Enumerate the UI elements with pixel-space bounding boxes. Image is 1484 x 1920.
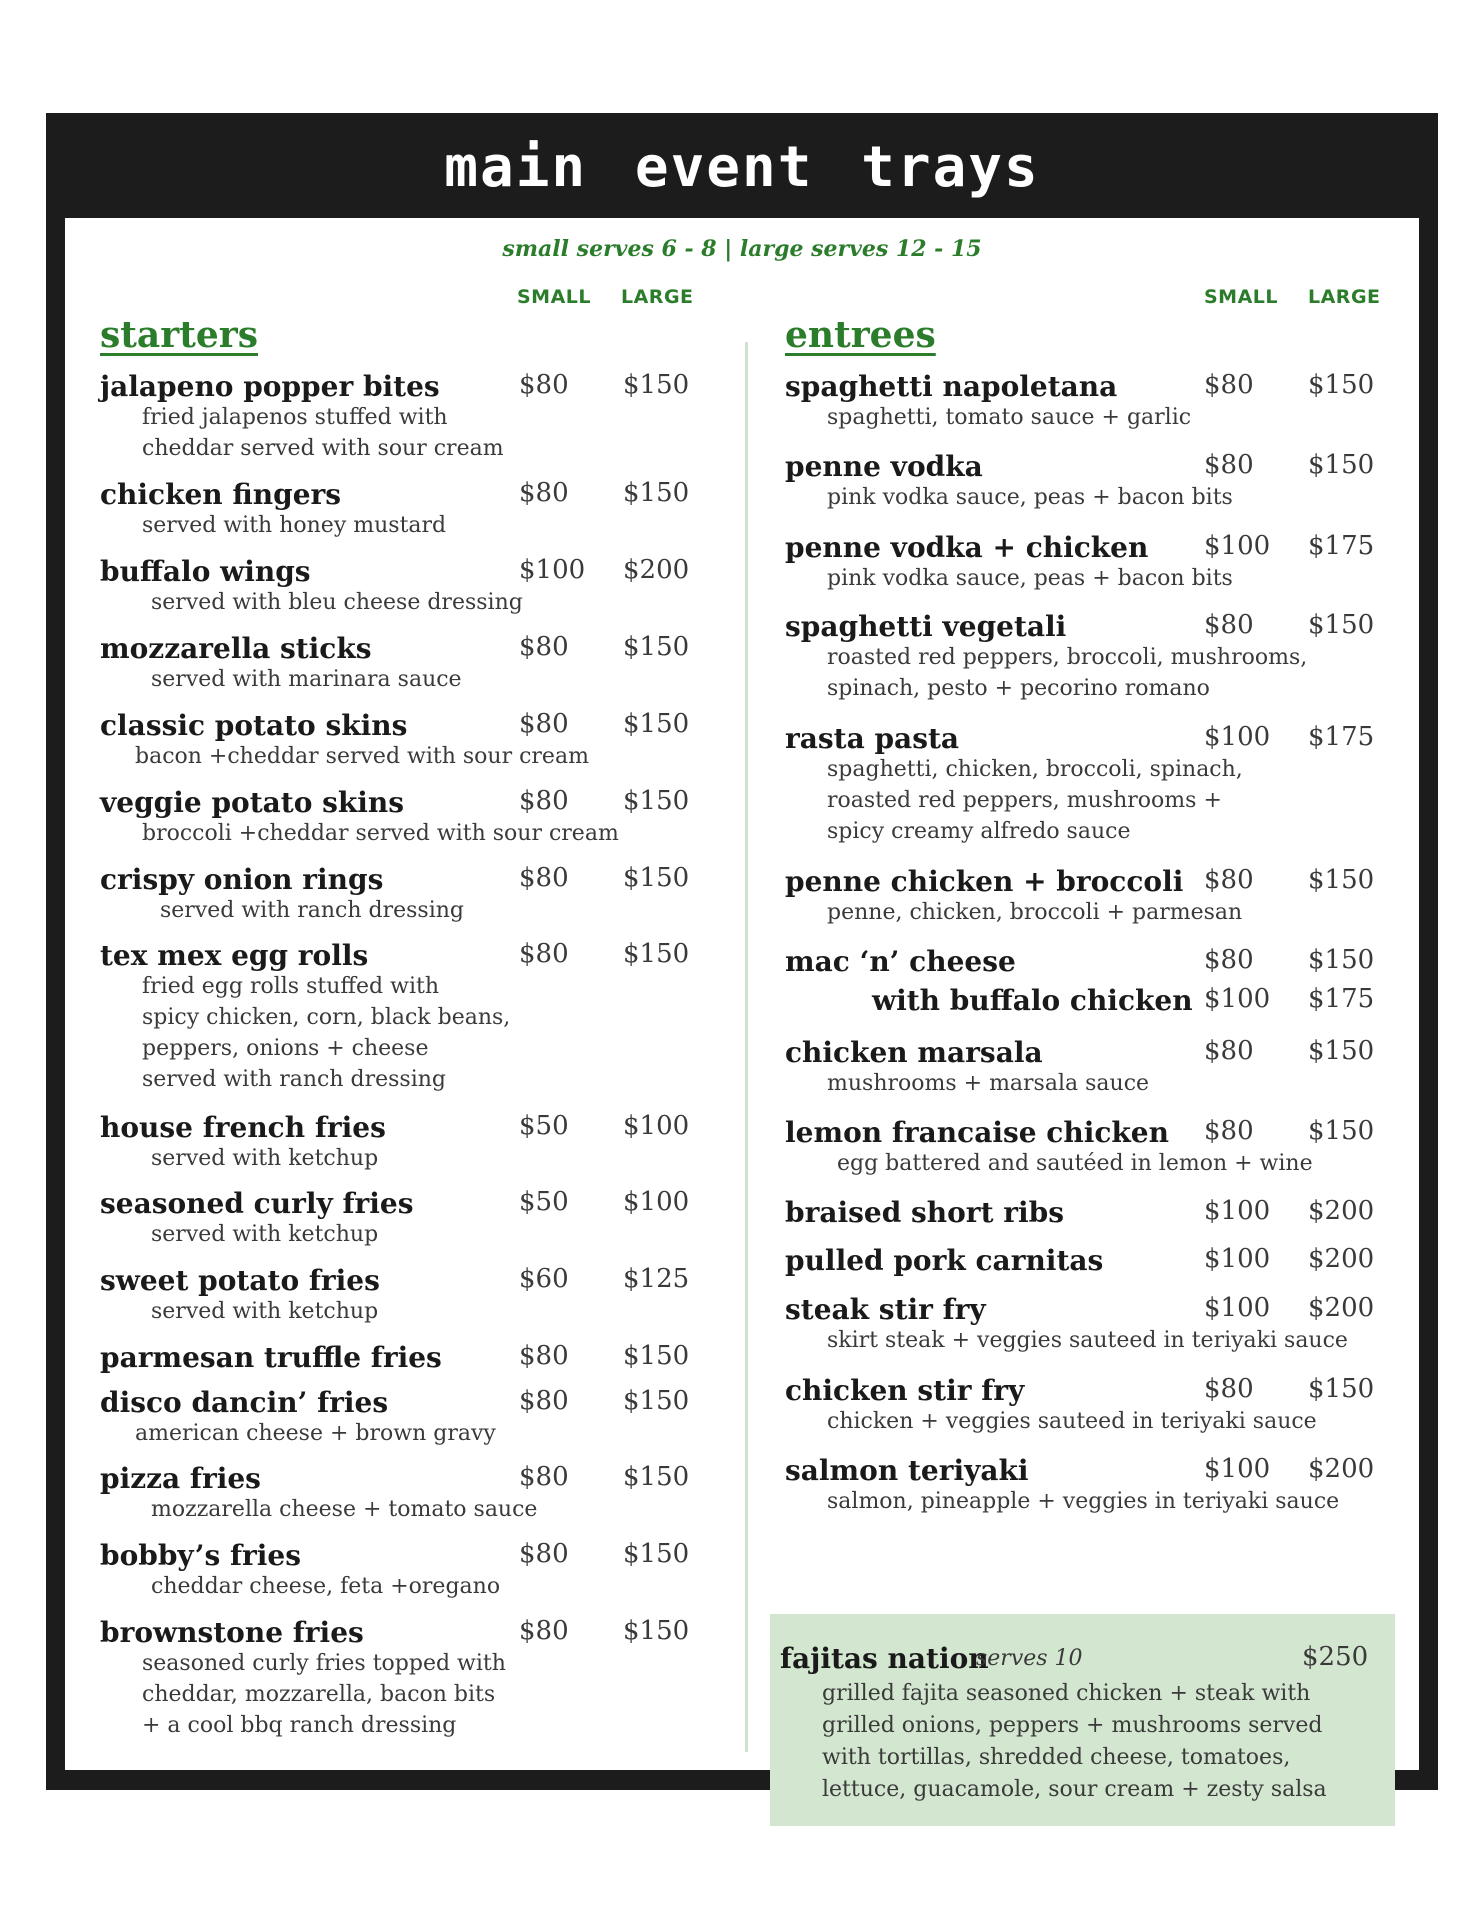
price-large: $150 [623,478,690,508]
price-large: $125 [623,1264,690,1294]
item-name: tex mex egg rolls [100,939,369,972]
price-large: $150 [623,786,690,816]
item-name: chicken stir fry [785,1374,1025,1407]
item-name: lemon francaise chicken [785,1116,1169,1149]
description-line: mozzarella cheese + tomato sauce [151,1497,538,1522]
price-small: $80 [519,709,569,739]
description-line: cheddar served with sour cream [142,436,504,461]
item-description [151,1219,378,1250]
item-name: spaghetti napoletana [785,370,1118,403]
price-small: $80 [519,478,569,508]
price-large: $150 [623,1616,690,1646]
fajitas-desc-line: with tortillas, shredded cheese, tomatoes, [822,1745,1291,1770]
price-large: $150 [1308,450,1375,480]
price-small: $100 [1204,984,1271,1014]
item-name: penne vodka [785,450,983,483]
item-description [827,1068,1149,1099]
price-large: $100 [623,1187,690,1217]
entrees-small-header: SMALL [1204,286,1279,308]
price-small: $80 [519,1341,569,1371]
item-description [151,1571,500,1602]
price-small: $80 [519,370,569,400]
item-description [827,642,1307,704]
price-large: $150 [1308,1116,1375,1146]
item-name: penne chicken + broccoli [785,865,1184,898]
price-small: $80 [519,786,569,816]
price-large: $150 [1308,610,1375,640]
price-small: $100 [519,555,586,585]
item-description [135,741,589,772]
price-small: $80 [519,1386,569,1416]
description-line: served with ketchup [151,1299,379,1324]
description-line: peppers, onions + cheese [142,1036,429,1061]
description-line: spinach, pesto + pecorino romano [827,676,1210,701]
price-small: $80 [519,1616,569,1646]
price-large: $150 [623,1462,690,1492]
price-large: $175 [1308,984,1375,1014]
entrees-heading: entrees [785,314,936,356]
item-description [827,402,1191,433]
item-description [151,1296,378,1327]
menu-panel [65,218,1419,1802]
description-line: pink vodka sauce, peas + bacon bits [827,485,1233,510]
description-line: served with ketchup [151,1222,379,1247]
fajitas-name: fajitas nation [780,1642,989,1675]
item-description [827,1486,1339,1517]
description-line: served with marinara sauce [151,667,462,692]
description-line: cheddar, mozzarella, bacon bits [142,1682,496,1707]
description-line: served with ketchup [151,1146,379,1171]
price-large: $200 [1308,1244,1375,1274]
item-description [160,895,464,926]
description-line: spicy creamy alfredo sauce [827,819,1131,844]
item-name: steak stir fry [785,1293,986,1326]
price-small: $80 [519,939,569,969]
item-description [827,754,1243,847]
price-large: $200 [1308,1454,1375,1484]
item-description [151,587,523,618]
item-name: seasoned curly fries [100,1187,414,1220]
price-small: $80 [1204,1374,1254,1404]
description-line: spicy chicken, corn, black beans, [142,1005,511,1030]
item-name: with buffalo chicken [872,984,1193,1017]
item-name: chicken fingers [100,478,342,511]
item-name: disco dancin’ fries [100,1386,389,1419]
description-line: + a cool bbq ranch dressing [142,1713,457,1738]
price-small: $80 [1204,865,1254,895]
column-divider [745,342,748,1752]
item-name: sweet potato fries [100,1264,380,1297]
description-line: fried egg rolls stuffed with [142,974,439,999]
description-line: served with bleu cheese dressing [151,590,523,615]
price-small: $50 [519,1111,569,1141]
price-small: $100 [1204,1454,1271,1484]
price-small: $60 [519,1264,569,1294]
item-name: veggie potato skins [100,786,405,819]
price-small: $80 [1204,945,1254,975]
price-large: $150 [623,863,690,893]
price-large: $200 [1308,1293,1375,1323]
item-name: penne vodka + chicken [785,531,1149,564]
price-large: $150 [1308,945,1375,975]
item-description [142,1648,506,1741]
description-line: mushrooms + marsala sauce [827,1071,1150,1096]
price-large: $150 [1308,370,1375,400]
item-description [827,897,1242,928]
description-line: roasted red peppers, mushrooms + [827,788,1222,813]
item-name: chicken marsala [785,1036,1043,1069]
description-line: roasted red peppers, broccoli, mushrooms, [827,645,1308,670]
price-large: $150 [623,1386,690,1416]
price-large: $150 [1308,1036,1375,1066]
item-name: spaghetti vegetali [785,610,1067,643]
item-name: mac ‘n’ cheese [785,945,1016,978]
price-large: $150 [623,1539,690,1569]
description-line: fried jalapenos stuffed with [142,405,448,430]
serves-note: small serves 6 - 8 | large serves 12 - 15 [502,236,982,262]
price-large: $150 [1308,1374,1375,1404]
item-description [151,664,462,695]
item-name: rasta pasta [785,722,960,755]
description-line: pink vodka sauce, peas + bacon bits [827,566,1233,591]
description-line: served with ranch dressing [160,898,464,923]
description-line: served with honey mustard [142,513,447,538]
description-line: salmon, pineapple + veggies in teriyaki sauce [827,1489,1340,1514]
item-name: pulled pork carnitas [785,1244,1104,1277]
price-small: $80 [519,1462,569,1492]
item-name: pizza fries [100,1462,261,1495]
price-large: $100 [623,1111,690,1141]
price-small: $100 [1204,1244,1271,1274]
menu-frame [46,113,1438,1802]
item-description [142,971,510,1095]
item-name: buffalo wings [100,555,311,588]
fajitas-description [822,1678,1327,1806]
description-line: spaghetti, tomato sauce + garlic [827,405,1192,430]
description-line: bacon +cheddar served with sour cream [135,744,589,769]
price-large: $150 [623,939,690,969]
item-description [151,1494,537,1525]
fajitas-desc-line: lettuce, guacamole, sour cream + zesty salsa [822,1777,1327,1802]
price-large: $150 [623,632,690,662]
price-small: $80 [1204,1116,1254,1146]
price-small: $100 [1204,1196,1271,1226]
price-large: $150 [623,709,690,739]
item-description [827,563,1233,594]
item-description [151,1143,378,1174]
price-large: $150 [1308,865,1375,895]
fajitas-serves: serves 10 [976,1646,1083,1671]
item-description [142,510,446,541]
price-large: $175 [1308,531,1375,561]
price-small: $80 [519,1539,569,1569]
price-small: $100 [1204,1293,1271,1323]
item-description [142,402,504,464]
item-name: classic potato skins [100,709,408,742]
price-large: $200 [1308,1196,1375,1226]
item-name: crispy onion rings [100,863,384,896]
description-line: broccoli +cheddar served with sour cream [142,821,619,846]
description-line: american cheese + brown gravy [135,1421,496,1446]
page-title: main event trays [444,135,1040,200]
item-name: brownstone fries [100,1616,364,1649]
item-description [837,1148,1313,1179]
description-line: egg battered and sautéed in lemon + wine [837,1151,1313,1176]
item-name: bobby’s fries [100,1539,301,1572]
item-name: jalapeno popper bites [100,370,440,403]
fajitas-desc-line: grilled fajita seasoned chicken + steak with [822,1681,1311,1706]
description-line: penne, chicken, broccoli + parmesan [827,900,1243,925]
description-line: cheddar cheese, feta +oregano [151,1574,501,1599]
price-small: $100 [1204,722,1271,752]
starters-large-header: LARGE [621,286,694,308]
description-line: spaghetti, chicken, broccoli, spinach, [827,757,1243,782]
item-name: braised short ribs [785,1196,1064,1229]
price-small: $80 [1204,610,1254,640]
description-line: seasoned curly fries topped with [142,1651,506,1676]
price-small: $80 [519,863,569,893]
item-name: salmon teriyaki [785,1454,1029,1487]
item-description [135,1418,496,1449]
price-small: $80 [1204,370,1254,400]
price-small: $80 [519,632,569,662]
fajitas-feature [770,1614,1395,1826]
price-large: $150 [623,1341,690,1371]
item-name: parmesan truffle fries [100,1341,442,1374]
price-large: $150 [623,370,690,400]
price-small: $100 [1204,531,1271,561]
starters-heading: starters [100,314,258,356]
item-description [827,482,1233,513]
item-name: house french fries [100,1111,386,1144]
item-description [142,818,619,849]
price-small: $80 [1204,450,1254,480]
item-name: mozzarella sticks [100,632,372,665]
price-small: $80 [1204,1036,1254,1066]
description-line: skirt steak + veggies sauteed in teriyaki sauce [827,1328,1348,1353]
starters-small-header: SMALL [517,286,592,308]
description-line: served with ranch dressing [142,1067,446,1092]
price-small: $50 [519,1187,569,1217]
item-description [827,1406,1317,1437]
price-large: $175 [1308,722,1375,752]
entrees-large-header: LARGE [1308,286,1381,308]
fajitas-desc-line: grilled onions, peppers + mushrooms served [822,1713,1323,1738]
fajitas-price: $250 [1302,1642,1369,1672]
item-description [827,1325,1348,1356]
description-line: chicken + veggies sauteed in teriyaki sauce [827,1409,1317,1434]
price-large: $200 [623,555,690,585]
